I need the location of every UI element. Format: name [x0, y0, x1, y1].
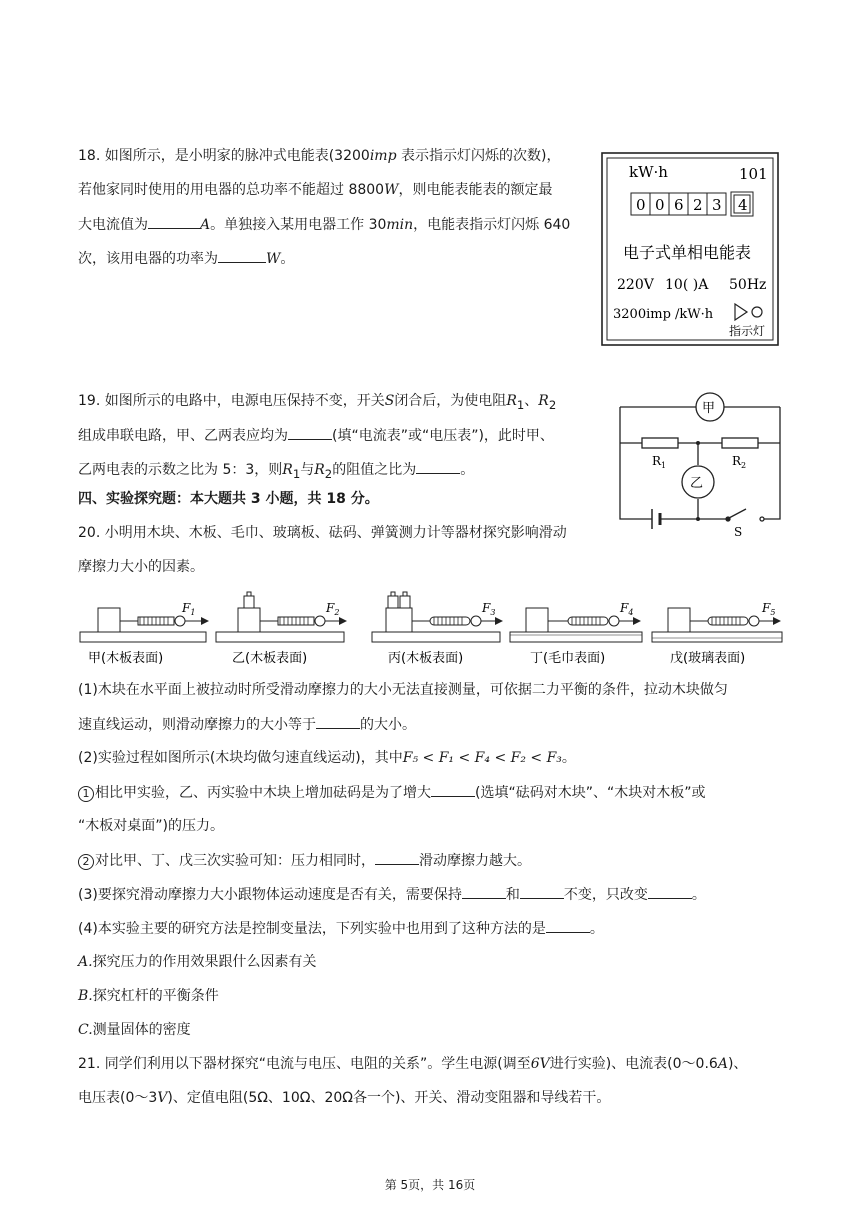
meter-digit: 2 [693, 196, 703, 214]
circuit-diagram [612, 387, 788, 537]
label-jia: 甲 [702, 401, 716, 416]
q20-sub1-line-1: 1 相比甲实验，乙、丙实验中木块上增加砝码是为了增大 (选填“砝码对木块”、“木块对木板”或 [78, 782, 705, 803]
section-4-heading: 四、实验探究题：本大题共 3 小题，共 18 分。 [78, 491, 379, 507]
setup-label: 戊(玻璃表面) [670, 651, 746, 666]
meter-digit: 3 [712, 196, 722, 214]
force-label-5: $F_5$ [762, 601, 776, 617]
q18-line-4: 次，该用电器的功率为 W。 [78, 248, 294, 269]
meter-digit: 6 [674, 196, 684, 214]
switch-blade [729, 509, 746, 518]
resistor-r2 [722, 438, 758, 448]
indicator-label: 指示灯 [729, 324, 766, 338]
label-s: S [734, 525, 743, 537]
setup-label: 丁(毛巾表面) [530, 651, 606, 666]
q20-option-c[interactable]: C.测量固体的密度 [78, 1022, 191, 1038]
q19-line-2: 组成串联电路，甲、乙两表应均为 (填“电流表”或“电压表”)，此时甲、 [78, 425, 554, 446]
q21-line-2: 电压表(0～3V)、定值电阻(5Ω、10Ω、20Ω各一个)、开关、滑动变阻器和导线若干。 [78, 1090, 611, 1106]
meter-number: 101 [739, 165, 768, 183]
setup-jia [80, 601, 208, 666]
q18-line-1: 18. 如图所示，是小明家的脉冲式电能表(3200imp 表示指示灯闪烁的次数)， [78, 148, 561, 164]
label-yi: 乙 [690, 476, 704, 491]
answer-blank[interactable] [148, 214, 200, 229]
setup-bing [372, 592, 502, 666]
q20-line-2: 摩擦力大小的因素。 [78, 559, 204, 575]
q20-part1-line-2: 速直线运动，则滑动摩擦力的大小等于 的大小。 [78, 714, 416, 735]
meter-name: 电子式单相电能表 [623, 243, 752, 262]
q18-line-2: 若他家同时使用的用电器的总功率不能超过 8800W，则电能表能表的额定最 [78, 182, 553, 198]
answer-blank[interactable] [648, 884, 692, 899]
q19-line-3: 乙两电表的示数之比为 5：3，则$R_1$与$R_2$的阻值之比为 。 [78, 459, 474, 484]
setup-label: 甲(木板表面) [88, 651, 164, 666]
meter-frequency: 50Hz [729, 277, 767, 293]
answer-blank[interactable] [288, 425, 332, 440]
force-label-2: $F_2$ [326, 601, 340, 617]
meter-current: 10( )A [665, 277, 709, 293]
q18-line-3: 大电流值为 A。单独接入某用电器工作 30min，电能表指示灯闪烁 640 [78, 214, 570, 235]
left-bottom-wire [620, 407, 726, 519]
q20-option-b[interactable]: B.探究杠杆的平衡条件 [78, 988, 219, 1004]
friction-experiment-figure [74, 588, 786, 668]
force-label-3: $F_3$ [482, 601, 496, 617]
weight-icon [388, 596, 398, 608]
answer-blank[interactable] [462, 884, 506, 899]
meter-digit: 0 [636, 196, 646, 214]
resistor-r1 [642, 438, 678, 448]
setup-label: 乙(木板表面) [232, 651, 308, 666]
setup-wu [652, 601, 782, 666]
answer-blank[interactable] [416, 459, 460, 474]
setup-yi [216, 592, 346, 666]
weight-icon [244, 596, 254, 608]
meter-voltage: 220V [617, 277, 654, 293]
answer-blank[interactable] [431, 782, 475, 797]
q20-part2: (2)实验过程如图所示(木块均做匀速直线运动)，其中F₅ < F₁ < F₄ < F₂ < F₃。 [78, 750, 576, 766]
setup-ding [510, 601, 642, 666]
q20-sub1-line-2: “木板对桌面”)的压力。 [78, 818, 224, 834]
force-label-4: $F_4$ [620, 601, 634, 617]
page-footer: 第 5页，共 16页 [384, 1178, 476, 1192]
meter-imp: 3200imp /kW·h [613, 307, 714, 322]
circled-number: 2 [78, 854, 94, 870]
force-label-1: $F_1$ [182, 601, 196, 617]
meter-unit: kW·h [629, 163, 668, 181]
q19-line-1: 19. 如图所示的电路中，电源电压保持不变，开关S闭合后，为使电阻$R_1$、$R_2$ [78, 393, 557, 412]
q20-part4: (4)本实验主要的研究方法是控制变量法，下列实验中也用到了这种方法的是 。 [78, 918, 604, 939]
q20-option-a[interactable]: A.探究压力的作用效果跟什么因素有关 [78, 954, 317, 970]
q20-line-1: 20. 小明用木块、木板、毛巾、玻璃板、砝码、弹簧测力计等器材探究影响滑动 [78, 525, 567, 541]
weight-icon [400, 596, 410, 608]
right-wire [764, 407, 780, 519]
q21-line-1: 21. 同学们利用以下器材探究“电流与电压、电阻的关系”。学生电源(调至6V进行实验)、电流表(0～0.6A)、 [78, 1056, 748, 1072]
circled-number: 1 [78, 786, 94, 802]
answer-blank[interactable] [316, 714, 360, 729]
label-r2: $R_2$ [732, 454, 747, 470]
energy-meter-figure [601, 152, 779, 346]
label-r1: $R_1$ [652, 454, 667, 470]
meter-digit: 0 [655, 196, 665, 214]
meter-digit: 4 [738, 196, 748, 214]
q20-part1-line-1: (1)木块在水平面上被拉动时所受滑动摩擦力的大小无法直接测量，可依据二力平衡的条件，拉动木块做匀 [78, 682, 728, 698]
answer-blank[interactable] [375, 850, 419, 865]
setup-label: 丙(木板表面) [388, 651, 464, 666]
q20-part3: (3)要探究滑动摩擦力大小跟物体运动速度是否有关，需要保持 和 不变，只改变 。 [78, 884, 706, 905]
switch-contact [760, 517, 764, 521]
answer-blank[interactable] [520, 884, 564, 899]
answer-blank[interactable] [218, 248, 266, 263]
answer-blank[interactable] [546, 918, 590, 933]
q20-sub2: 2 对比甲、丁、戊三次实验可知：压力相同时， 滑动摩擦力越大。 [78, 850, 531, 871]
